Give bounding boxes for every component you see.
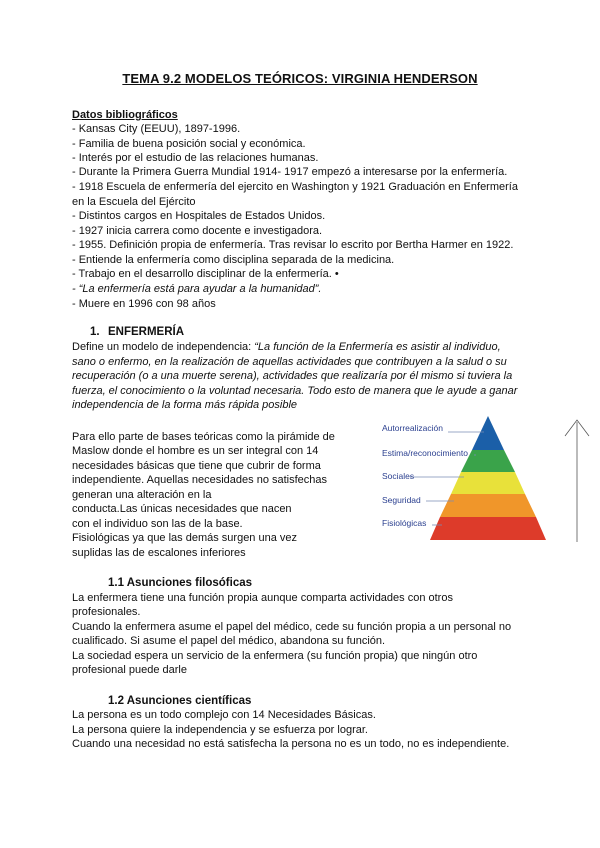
section-number: 1. <box>90 326 100 338</box>
pyramid-text-line: Maslow donde el hombre es un ser integral con 14 <box>72 445 319 457</box>
bio-item: - Muere en 1996 con 98 años <box>72 298 216 310</box>
bio-item: - 1955. Definición propia de enfermería. Tras revisar lo escrito por Bertha Harmer en 1922. <box>72 239 514 251</box>
pyramid-text-line: con el individuo son las de la base. <box>72 518 243 530</box>
subsection-heading: 1.2 Asunciones científicas <box>108 695 252 707</box>
paragraph-line: profesionales. <box>72 606 141 618</box>
pyramid-text-line: suplidas las de escalones inferiores <box>72 547 246 559</box>
pyramid-label: Seguridad <box>382 495 421 505</box>
bio-item: - 1927 inicia carrera como docente e investigadora. <box>72 225 323 237</box>
bio-item: - Interés por el estudio de las relaciones humanas. <box>72 152 319 164</box>
bio-item: - Kansas City (EEUU), 1897-1996. <box>72 123 241 135</box>
definition-line: fuerza, el conocimiento o la voluntad necesaria. Todo esto de manera que le ayude a ganar <box>72 385 518 397</box>
paragraph-line: cualificado. Si asume el papel del médico, abandona su función. <box>72 635 386 647</box>
definition-line <box>72 340 501 355</box>
bio-item: en la Escuela del Ejército <box>72 196 196 208</box>
paragraph-line: Cuando la enfermera asume el papel del médico, cede su función propia a un personal no <box>72 621 512 633</box>
subsection-heading: 1.1 Asunciones filosóficas <box>108 577 253 589</box>
pyramid-text-line: Fisiológicas ya que las demás surgen una vez <box>72 532 298 544</box>
pyramid-label: Autorrealización <box>382 423 443 433</box>
paragraph-line: profesional puede darle <box>72 664 187 676</box>
definition-line: recuperación (o a una muerte serena), actividades que realizaría por él mismo si tuviera la <box>72 370 513 382</box>
pyramid-label: Sociales <box>382 471 415 481</box>
section-heading: ENFERMERÍA <box>108 326 185 338</box>
paragraph-line: La persona es un todo complejo con 14 Necesidades Básicas. <box>72 709 376 721</box>
definition-line: sano o enfermo, en la realización de aquellas actividades que contribuyen a la salud o su <box>72 356 507 368</box>
bio-item: - Entiende la enfermería como disciplina separada de la medicina. <box>72 254 395 266</box>
document-title: TEMA 9.2 MODELOS TEÓRICOS: VIRGINIA HENDERSON <box>122 71 478 86</box>
paragraph-line: Cuando una necesidad no está satisfecha la persona no es un todo, no es independiente. <box>72 738 510 750</box>
pyramid-level-sociales <box>451 472 525 494</box>
paragraph-line: La persona quiere la independencia y se esfuerza por lograr. <box>72 724 368 736</box>
bio-item: - 1918 Escuela de enfermería del ejercito en Washington y 1921 Graduación en Enfermería <box>72 181 518 193</box>
maslow-pyramid-figure <box>380 414 600 544</box>
definition-quote: “La función de la Enfermería es asistir al individuo, <box>254 341 501 353</box>
definition-intro: Define un modelo de independencia: <box>72 341 255 353</box>
bio-item: - Durante la Primera Guerra Mundial 1914- 1917 empezó a interesarse por la enfermería. <box>72 166 508 178</box>
pyramid-level-seguridad <box>440 494 536 517</box>
bio-item: - Distintos cargos en Hospitales de Estados Unidos. <box>72 210 326 222</box>
pyramid-text-line: necesidades básicas que tiene que cubrir de forma <box>72 460 321 472</box>
bio-item: - Trabajo en el desarrollo disciplinar de la enfermería. • <box>72 268 339 280</box>
pyramid-label: Estima/reconocimiento <box>382 448 468 458</box>
bio-heading: Datos bibliográficos <box>72 109 178 121</box>
pyramid-level-estima <box>461 450 515 472</box>
bio-item: - Familia de buena posición social y económica. <box>72 138 306 150</box>
pyramid-label: Fisiológicas <box>382 518 427 528</box>
definition-line: independencia de la forma más rápida posible <box>72 399 298 411</box>
pyramid-text-line: Para ello parte de bases teóricas como la pirámide de <box>72 431 335 443</box>
paragraph-line: La enfermera tiene una función propia aunque comparta actividades con otros <box>72 592 453 604</box>
paragraph-line: La sociedad espera un servicio de la enfermera (su función propia) que ningún otro <box>72 650 478 662</box>
pyramid-level-autorrealizacion <box>472 416 504 450</box>
pyramid-level-fisiologicas <box>430 517 546 540</box>
pyramid-text-line: generan una alteración en la <box>72 489 212 501</box>
pyramid-text-line: independiente. Aquellas necesidades no satisfechas <box>72 474 328 486</box>
pyramid-text-line: conducta.Las únicas necesidades que nacen <box>72 503 292 515</box>
bio-item-quote: - “La enfermería está para ayudar a la humanidad”. <box>72 283 322 295</box>
